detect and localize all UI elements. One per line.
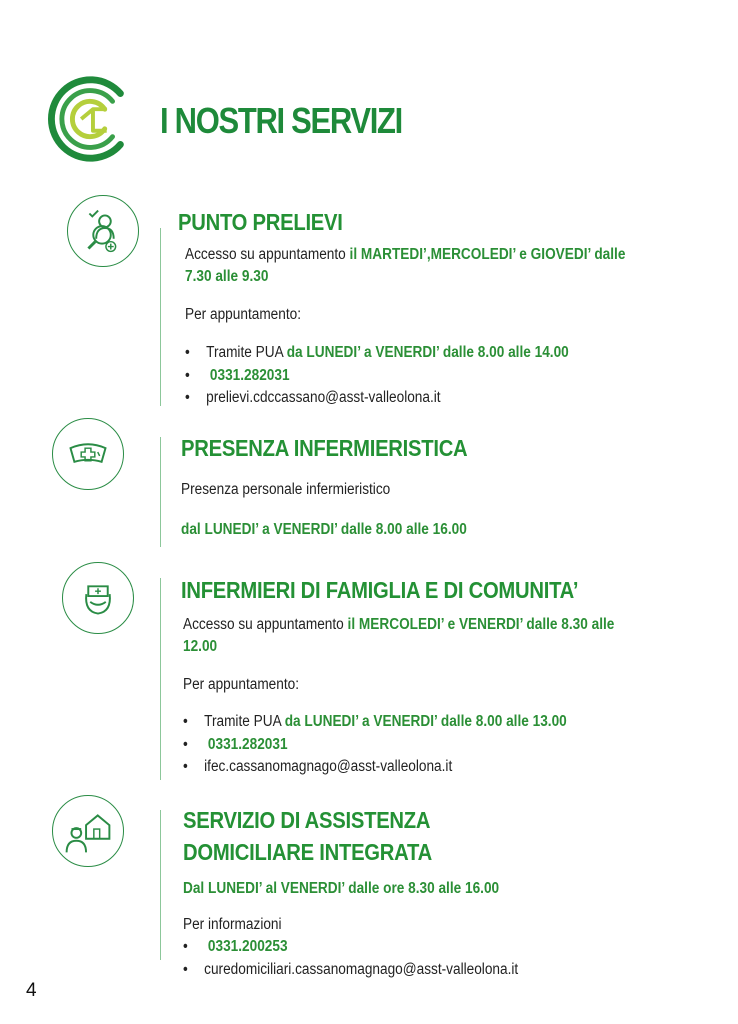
blood-test-icon	[67, 195, 139, 267]
service-hours: Dal LUNEDI’ al VENERDI’ dalle ore 8.30 alle 16.00	[183, 880, 500, 897]
section-title-line2: DOMICILIARE INTEGRATA	[183, 839, 432, 865]
section-title: PRESENZA INFERMIERISTICA	[181, 435, 468, 461]
divider-line	[160, 437, 161, 547]
access-text: Accesso su appuntamento il MARTEDI’,MERCOLEDI’ e GIOVEDI’ dalle	[185, 246, 626, 263]
divider-line	[160, 810, 161, 960]
list-item: • Tramite PUA da LUNEDI’ a VENERDI’ dalle 8.00 alle 13.00	[183, 711, 614, 734]
nurse-icon	[62, 562, 134, 634]
access-hours: 7.30 alle 9.30	[185, 268, 269, 285]
contact-list	[183, 711, 673, 779]
section-presenza-infermieristica	[181, 432, 506, 541]
list-item[interactable]: • curedomiciliari.cassanomagnago@asst-valleolona.it	[183, 959, 518, 982]
access-hours: 12.00	[183, 638, 218, 655]
divider-line	[160, 228, 161, 406]
nurse-cap-icon	[52, 418, 124, 490]
page-number: 4	[26, 980, 37, 1001]
section-title-line1: SERVIZIO DI ASSISTENZA	[183, 807, 431, 833]
list-item: • Tramite PUA da LUNEDI’ a VENERDI’ dalle 8.00 alle 14.00	[185, 342, 625, 365]
section-title: PUNTO PRELIEVI	[178, 209, 343, 235]
contact-list	[185, 342, 685, 410]
appointment-label: Per appuntamento:	[185, 306, 302, 323]
access-text: Accesso su appuntamento il MERCOLEDI’ e VENERDI’ dalle 8.30 alle	[183, 616, 615, 633]
divider-line	[160, 578, 161, 780]
contact-list	[183, 936, 564, 981]
section-title: INFERMIERI DI FAMIGLIA E DI COMUNITA’	[181, 577, 579, 603]
list-item[interactable]: • prelievi.cdccassano@asst-valleolona.it	[185, 387, 625, 410]
section-punto-prelievi	[178, 206, 685, 410]
list-item: • 0331.200253	[183, 936, 518, 959]
page-title: I NOSTRI SERVIZI	[160, 100, 402, 141]
list-item: • 0331.282031	[185, 365, 625, 388]
info-label: Per informazioni	[183, 916, 282, 933]
home-care-icon	[52, 795, 124, 867]
presence-hours: dal LUNEDI’ a VENERDI’ dalle 8.00 alle 16.00	[181, 521, 467, 538]
appointment-label: Per appuntamento:	[183, 676, 300, 693]
cdc-logo	[42, 70, 140, 168]
section-assistenza-domiciliare	[183, 804, 564, 981]
list-item[interactable]: • ifec.cassanomagnago@asst-valleolona.it	[183, 756, 614, 779]
section-infermieri-famiglia	[181, 574, 673, 779]
presence-text: Presenza personale infermieristico	[181, 481, 391, 498]
list-item: • 0331.282031	[183, 734, 614, 757]
